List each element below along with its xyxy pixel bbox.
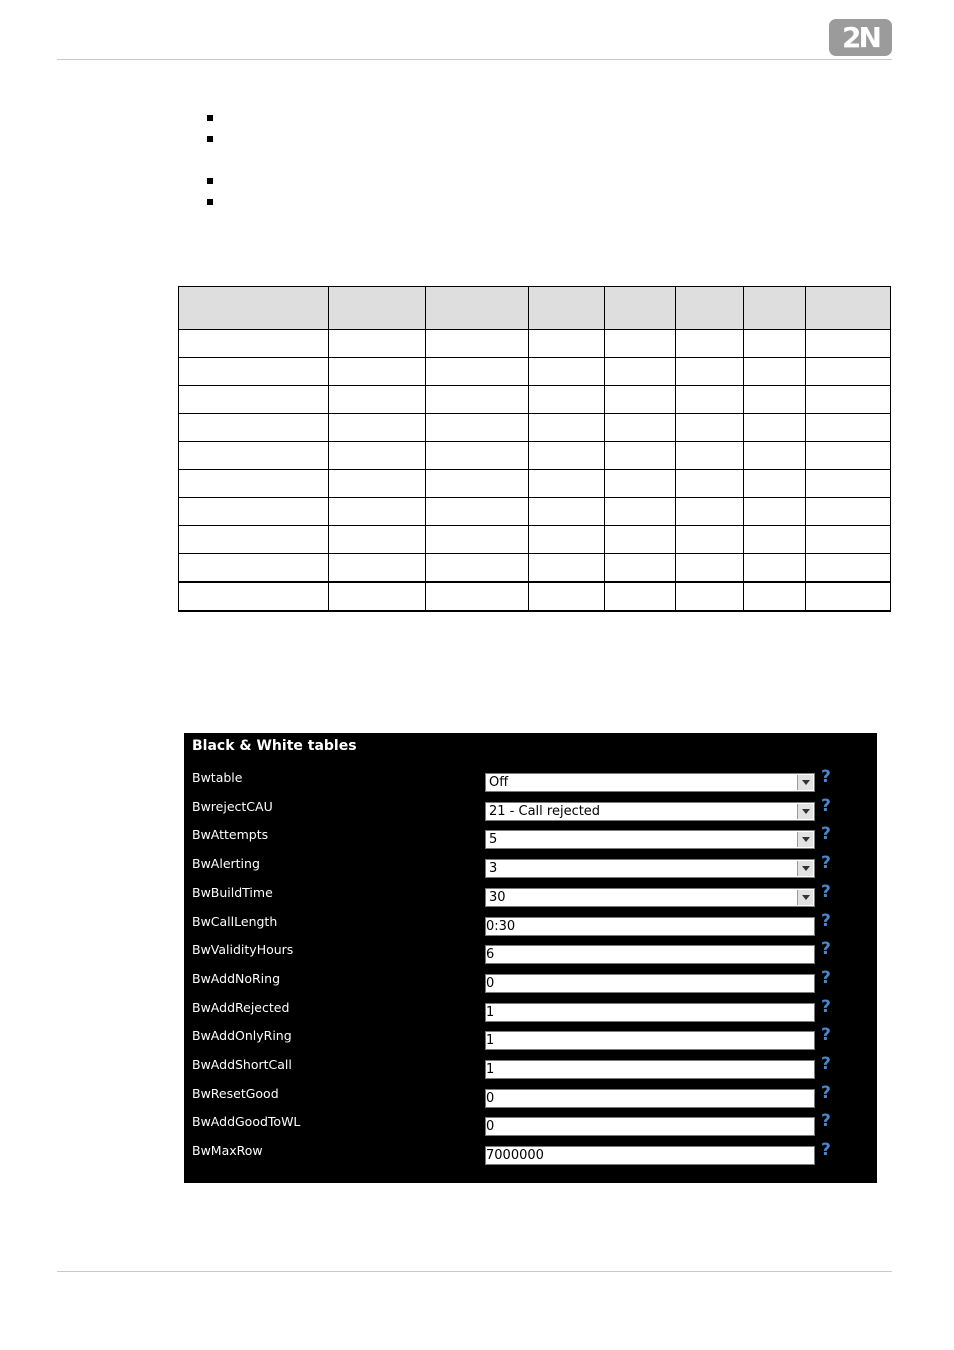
setting-row [184, 996, 877, 1024]
table-cell [744, 470, 806, 498]
table-cell [605, 498, 676, 526]
table-cell [329, 442, 426, 470]
setting-select[interactable] [485, 802, 815, 821]
setting-value: 5 [489, 832, 498, 848]
table-cell [426, 498, 529, 526]
setting-label: BwrejectCAU [192, 798, 273, 814]
table-cell [179, 358, 329, 386]
table-cell [744, 386, 806, 414]
table-cell [179, 582, 329, 611]
data-table [178, 286, 891, 612]
table-cell [529, 330, 605, 358]
setting-label: BwMaxRow [192, 1143, 263, 1159]
table-cell [179, 554, 329, 583]
table-cell [676, 330, 744, 358]
table-header-cell [179, 287, 329, 330]
table-header-cell [605, 287, 676, 330]
table-cell [676, 358, 744, 386]
setting-row [184, 1140, 877, 1167]
table-cell [744, 526, 806, 554]
table-cell [179, 330, 329, 358]
table-cell [529, 358, 605, 386]
table-header-cell [426, 287, 529, 330]
table-header-cell [744, 287, 806, 330]
table-cell [426, 386, 529, 414]
table-cell [605, 554, 676, 583]
setting-input[interactable] [485, 1031, 815, 1050]
table-row [179, 386, 891, 414]
table-header-cell [806, 287, 891, 330]
bullet-point [207, 115, 213, 121]
table-cell [426, 526, 529, 554]
table-cell [744, 498, 806, 526]
help-icon[interactable]: ? [821, 996, 831, 1017]
table-row [179, 526, 891, 554]
help-icon[interactable]: ? [821, 881, 831, 902]
table-row [179, 498, 891, 526]
table-cell [676, 582, 744, 611]
table-row [179, 442, 891, 470]
setting-label: BwValidityHours [192, 942, 294, 958]
table-cell [676, 554, 744, 583]
table-cell [676, 470, 744, 498]
dropdown-arrow-icon[interactable] [797, 775, 813, 790]
table-cell [605, 526, 676, 554]
table-cell [806, 526, 891, 554]
setting-label: BwAddGoodToWL [192, 1114, 301, 1130]
table-cell [529, 582, 605, 611]
table-cell [529, 386, 605, 414]
help-icon[interactable]: ? [821, 939, 831, 960]
table-cell [426, 470, 529, 498]
table-cell [806, 442, 891, 470]
table-cell [329, 554, 426, 583]
table-cell [806, 498, 891, 526]
setting-row [184, 1054, 877, 1081]
table-cell [529, 470, 605, 498]
table-cell [179, 414, 329, 442]
setting-input[interactable] [485, 1089, 815, 1108]
table-header-cell [529, 287, 605, 330]
table-cell [179, 526, 329, 554]
table-cell [605, 442, 676, 470]
setting-label: BwCallLength [192, 913, 278, 929]
help-icon[interactable]: ? [821, 853, 831, 874]
setting-label: BwAddNoRing [192, 970, 281, 986]
dropdown-arrow-icon[interactable] [797, 890, 813, 905]
table-cell [605, 386, 676, 414]
setting-row [184, 881, 877, 909]
table-cell [329, 358, 426, 386]
table-cell [529, 414, 605, 442]
setting-label: BwAddOnlyRing [192, 1028, 292, 1044]
setting-label: Bwtable [192, 770, 243, 785]
table-cell [744, 414, 806, 442]
setting-value: 7000000 [486, 1148, 544, 1164]
bullet-point [207, 199, 213, 205]
table-row [179, 582, 891, 611]
table-cell [329, 526, 426, 554]
footer-divider [57, 1271, 892, 1272]
setting-label: BwAttempts [192, 827, 269, 843]
help-icon[interactable]: ? [821, 767, 831, 787]
setting-row [184, 853, 877, 880]
setting-select[interactable] [485, 888, 815, 907]
table-cell [806, 554, 891, 583]
setting-value: 30 [489, 889, 506, 905]
help-icon[interactable]: ? [821, 910, 831, 931]
table-cell [744, 582, 806, 611]
table-cell [529, 526, 605, 554]
setting-row [184, 967, 877, 995]
table-row [179, 330, 891, 358]
help-icon[interactable]: ? [821, 824, 831, 845]
table-cell [744, 554, 806, 583]
setting-label: BwAlerting [192, 856, 260, 872]
company-logo: 2N [829, 19, 892, 56]
setting-label: BwAddRejected [192, 999, 290, 1015]
setting-row [184, 1025, 877, 1052]
table-cell [179, 386, 329, 414]
table-cell [676, 414, 744, 442]
table-cell [529, 442, 605, 470]
table-cell [329, 470, 426, 498]
setting-value: 1 [486, 1062, 495, 1077]
table-cell [676, 442, 744, 470]
setting-label: BwAddShortCall [192, 1057, 292, 1072]
dropdown-arrow-icon[interactable] [797, 832, 813, 847]
setting-row [184, 824, 877, 851]
table-cell [806, 330, 891, 358]
table-cell [529, 554, 605, 583]
table-cell [179, 442, 329, 470]
table-cell [426, 582, 529, 611]
bullet-point [207, 136, 213, 142]
header-divider [57, 59, 892, 60]
table-cell [426, 330, 529, 358]
setting-row [184, 910, 877, 938]
table-cell [605, 358, 676, 386]
table-cell [605, 414, 676, 442]
setting-label: BwResetGood [192, 1085, 279, 1101]
help-icon[interactable]: ? [821, 1140, 831, 1161]
setting-label: BwBuildTime [192, 884, 273, 900]
setting-row [184, 1111, 877, 1138]
table-cell [329, 498, 426, 526]
table-cell [744, 358, 806, 386]
black-white-tables-panel [184, 733, 877, 1183]
setting-value: 0 [486, 1119, 495, 1135]
setting-input[interactable] [485, 974, 815, 993]
setting-value: 0 [486, 1090, 495, 1106]
help-icon[interactable]: ? [821, 967, 831, 988]
help-icon[interactable]: ? [821, 1082, 831, 1103]
setting-row [184, 795, 877, 823]
table-row [179, 358, 891, 386]
table-cell [329, 582, 426, 611]
table-header-cell [676, 287, 744, 330]
table-row [179, 554, 891, 583]
table-cell [426, 554, 529, 583]
table-cell [605, 582, 676, 611]
help-icon[interactable]: ? [821, 1025, 831, 1046]
table-cell [744, 330, 806, 358]
table-cell [329, 386, 426, 414]
setting-value: 0 [486, 975, 495, 991]
setting-value: Off [489, 775, 509, 790]
table-cell [605, 330, 676, 358]
setting-input[interactable] [485, 1003, 815, 1022]
help-icon[interactable]: ? [821, 1111, 831, 1132]
table-cell [329, 414, 426, 442]
setting-row [184, 1082, 877, 1110]
table-cell [806, 414, 891, 442]
setting-value: 21 - Call rejected [489, 803, 601, 819]
setting-input[interactable] [485, 1117, 815, 1136]
table-cell [806, 582, 891, 611]
table-row [179, 414, 891, 442]
table-header-row [179, 287, 891, 330]
setting-input[interactable] [485, 917, 815, 936]
table-cell [605, 470, 676, 498]
table-row [179, 470, 891, 498]
table-cell [676, 386, 744, 414]
table-header-cell [329, 287, 426, 330]
setting-row [184, 939, 877, 966]
setting-input[interactable] [485, 945, 815, 964]
setting-value: 3 [489, 861, 498, 877]
setting-value: 1 [486, 1004, 495, 1020]
dropdown-arrow-icon[interactable] [797, 861, 813, 876]
help-icon[interactable]: ? [821, 1054, 831, 1074]
table-cell [676, 526, 744, 554]
table-cell [806, 358, 891, 386]
setting-value: 6 [486, 947, 495, 963]
help-icon[interactable]: ? [821, 795, 831, 816]
table-cell [806, 386, 891, 414]
table-cell [529, 498, 605, 526]
table-cell [179, 470, 329, 498]
table-cell [426, 358, 529, 386]
setting-value: 1 [486, 1033, 495, 1049]
setting-select[interactable] [485, 773, 815, 792]
bullet-point [207, 178, 213, 184]
setting-input[interactable] [485, 1146, 815, 1165]
table-cell [179, 498, 329, 526]
setting-row [184, 767, 877, 794]
setting-select[interactable] [485, 859, 815, 878]
table-cell [329, 330, 426, 358]
setting-input[interactable] [485, 1060, 815, 1079]
table-cell [426, 414, 529, 442]
dropdown-arrow-icon[interactable] [797, 804, 813, 819]
table-cell [744, 442, 806, 470]
table-cell [426, 442, 529, 470]
panel-title: Black & White tables [192, 738, 357, 754]
setting-select[interactable] [485, 830, 815, 849]
setting-value: 0:30 [486, 918, 516, 934]
table-cell [676, 498, 744, 526]
table-cell [806, 470, 891, 498]
